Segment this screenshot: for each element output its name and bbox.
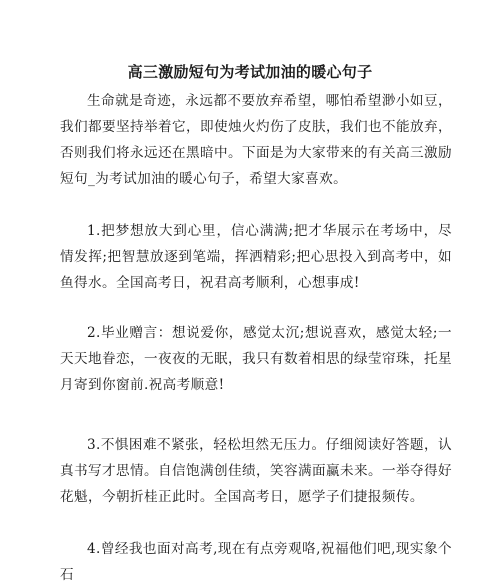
paragraph-3: 3.不惧困难不紧张，轻松坦然无压力。仔细阅读好答题，认真书写才思情。自信饱满创佳绩，笑容满面赢未来。一举夺得好花魁，今朝折桂正此时。全国高考日，愿学子们捷报频传。 bbox=[60, 437, 452, 505]
document-title: 高三激励短句为考试加油的暖心句子 bbox=[127, 63, 373, 81]
intro-paragraph: 生命就是奇迹，永远都不要放弃希望，哪怕希望渺小如豆，我们都要坚持举着它，即使烛火灼伤了皮肤，我们也不能放弃，否则我们将永远还在黑暗中。下面是为大家带来的有关高三激励短句_为考试加油的暖心句子，希望大家喜欢。 bbox=[60, 93, 452, 187]
paragraph-4: 4.曾经我也面对高考,现在有点旁观咯,祝福他们吧,现实象个石 bbox=[60, 541, 452, 583]
paragraph-2: 2.毕业赠言：想说爱你，感觉太沉;想说喜欢，感觉太轻;一天天地眷恋，一夜夜的无眠，我只有数着相思的绿莹帘珠，托星月寄到你窗前.祝高考顺意! bbox=[60, 325, 452, 393]
paragraph-1: 1.把梦想放大到心里，信心满满;把才华展示在考场中，尽情发挥;把智慧放逐到笔端，挥洒精彩;把心思投入到高考中，如鱼得水。全国高考日，祝君高考顺利，心想事成! bbox=[60, 223, 452, 291]
